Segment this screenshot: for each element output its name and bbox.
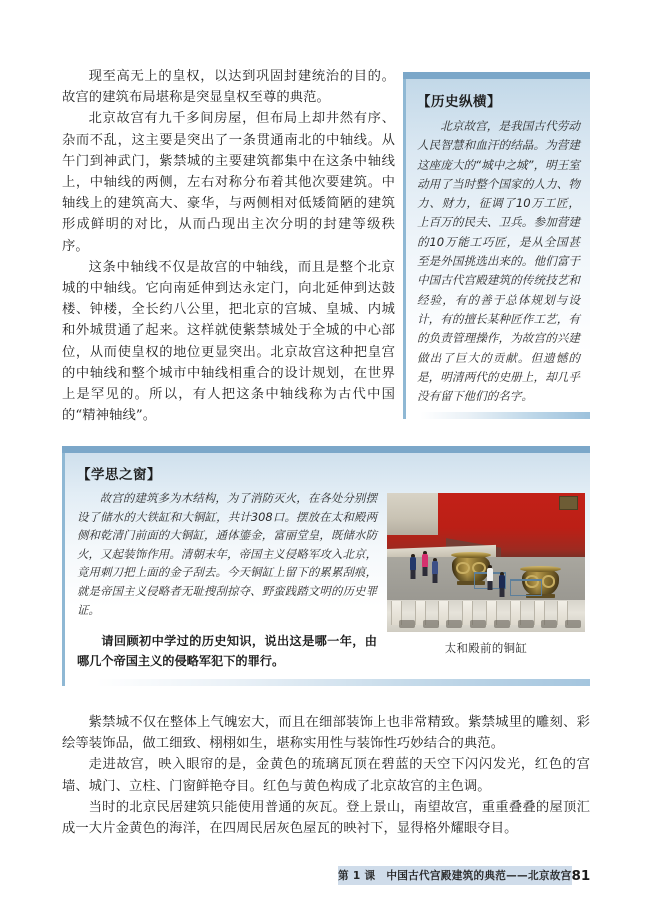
panel-figure-column <box>387 489 585 656</box>
panel-text-column <box>77 489 377 671</box>
panel-columns <box>77 489 582 671</box>
photo-person-body <box>432 561 438 575</box>
photo-person-legs <box>487 581 492 590</box>
bronze-vat-photo <box>387 493 585 632</box>
panel-body <box>62 453 590 679</box>
photo-vat-rim <box>520 566 561 572</box>
photo-person-legs <box>432 574 437 583</box>
history-sidebar-box <box>403 72 590 419</box>
photo-stone-corner <box>387 493 438 535</box>
sidebar-title: 【历史纵横】 <box>417 94 501 110</box>
photo-vat-handle <box>542 575 556 587</box>
photo-balustrade-posts <box>387 600 585 632</box>
photo-balustrade-panel <box>494 620 510 628</box>
panel-top-band <box>62 446 590 453</box>
sidebar-bottom-band <box>403 412 590 419</box>
paragraph: 当时的北京民居建筑只能使用普通的灰瓦。登上景山，南望故宫，重重叠叠的屋顶汇成一大片金黄色的海洋，在四周民居灰色屋瓦的映衬下，显得格外耀眼夺目。 <box>62 799 590 837</box>
panel-bottom-band <box>62 679 590 686</box>
photo-person-legs <box>499 588 504 597</box>
footer-chapter-title: 第 1 课 中国古代宫殿建筑的典范——北京故宫 <box>338 870 572 882</box>
photo-vat-handle <box>456 562 470 575</box>
photo-wall-plaque <box>559 496 578 510</box>
photo-balustrade-panel <box>541 620 557 628</box>
photo-vat-rim <box>451 552 492 558</box>
photo-balustrade-panel <box>423 620 439 628</box>
panel-title: 【学思之窗】 <box>77 467 161 483</box>
photo-person-legs <box>410 570 415 579</box>
photo-balustrade-panel <box>565 620 581 628</box>
paragraph: 走进故宫，映入眼帘的是，金黄色的琉璃瓦顶在碧蓝的天空下闪闪发光，红色的宫墙、城门、立柱、门窗鲜艳夺目。红色与黄色构成了北京故宫的主色调。 <box>62 757 590 794</box>
photo-caption: 太和殿前的铜缸 <box>444 641 528 655</box>
photo-barrier <box>510 579 542 596</box>
page-footer <box>338 866 590 885</box>
photo-balustrade-panel <box>470 620 486 628</box>
main-text-column-top <box>62 66 395 426</box>
photo-person-body <box>422 554 428 568</box>
sidebar-text: 北京故宫，是我国古代劳动人民智慧和血汗的结晶。为营建这座庞大的“城中之城”，明王室动用了当时整个国家的人力、物力、财力，征调了10万工匠，上百万的民夫、卫兵。参加营建的10万能工巧匠，是从全国甚至是外国挑选出来的。他们富于中国古代宫殿建筑的传统技艺和经验，有的善于总体规划与设计，有的擅长某种匠作工艺，有的负责管理操作，为故宫的兴建做出了巨大的贡献。但遗憾的是，明清两代的史册上，却几乎没有留下他们的名字。 <box>417 119 580 404</box>
photo-person-legs <box>422 567 427 576</box>
sidebar-body <box>403 79 590 412</box>
footer-chapter-band <box>338 866 572 885</box>
main-text-column-bottom <box>62 712 590 839</box>
photo-person-body <box>487 568 493 582</box>
sidebar-top-band <box>403 72 590 79</box>
paragraph: 这条中轴线不仅是故宫的中轴线，而且是整个北京城的中轴线。它向南延伸到达永定门，向北延伸到达鼓楼、钟楼，全长约八公里，把北京的宫城、皇城、内城和外城贯通了起来。这样就使紫禁城处于全城的中心部位，从而使皇权的地位更显突出。北京故宫这种把皇宫的中轴线和整个城市中轴线相重合的设计规划，在世界上是罕见的。所以，有人把这条中轴线称为古代中国的“精神轴线”。 <box>62 259 395 424</box>
photo-person-body <box>410 557 416 571</box>
photo-marble-balustrade <box>387 600 585 632</box>
paragraph: 现至高无上的皇权，以达到巩固封建统治的目的。故宫的建筑布局堪称是突显皇权至尊的典范。 <box>62 69 395 106</box>
page-number: 81 <box>571 867 591 884</box>
paragraph: 北京故宫有九千多间房屋，但布局上却井然有序、杂而不乱，这主要是突出了一条贯通南北的中轴线。从午门到神武门，紫禁城的主要建筑都集中在这条中轴线上，中轴线的两侧，左右对称分布着其他次要建筑。中轴线上的建筑高大、豪华，与两侧相对低矮简陋的建筑形成鲜明的对比，从而凸现出主次分明的封建等级秩序。 <box>62 111 395 254</box>
panel-body-text: 故宫的建筑多为木结构，为了消防灭火，在各处分别摆设了储水的大铁缸和大铜缸，共计308口。摆放在太和殿两侧和乾清门前面的大铜缸，通体鎏金，富丽堂皇，既储水防火，又起装饰作用。清朝末年，帝国主义侵略军攻入北京，竟用刺刀把上面的金子刮去。今天铜缸上留下的累累刮痕，就是帝国主义侵略者无耻搜刮掠夺、野蛮践踏文明的历史罪证。 <box>77 491 377 617</box>
paragraph: 紫禁城不仅在整体上气魄宏大，而且在细部装饰上也非常精致。紫禁城里的雕刻、彩绘等装饰品，做工细致、栩栩如生，堪称实用性与装饰性巧妙结合的典范。 <box>62 715 590 752</box>
photo-balustrade-panel <box>399 620 415 628</box>
study-window-panel <box>62 446 590 686</box>
photo-balustrade-panel <box>518 620 534 628</box>
photo-person-body <box>499 575 505 589</box>
photo-balustrade-panel <box>446 620 462 628</box>
panel-question-text: 请回顾初中学过的历史知识，说出这是哪一年，由哪几个帝国主义的侵略军犯下的罪行。 <box>77 634 377 668</box>
